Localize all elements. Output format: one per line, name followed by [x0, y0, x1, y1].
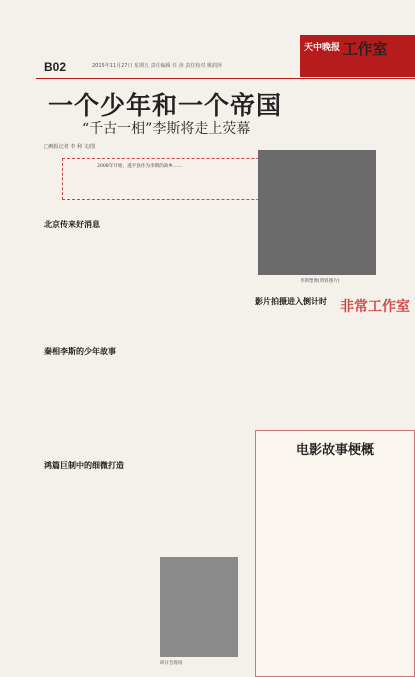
text-col-3 [44, 472, 104, 672]
synopsis-box [255, 430, 415, 677]
section-label: 工作室 [342, 40, 388, 58]
text-col-5 [255, 308, 333, 428]
photo1-caption: 李斯塑像(资料图片) [300, 279, 340, 284]
article-subtitle: “千古一相”李斯将走上荧幕 [82, 121, 251, 137]
lead-text: 2008年开始，遂平县作为李斯的故乡…… [97, 164, 183, 169]
byline: □晚报记者 李 利 文/图 [44, 144, 96, 150]
photo2-caption: 研讨会现场 [160, 661, 183, 666]
text-col-6 [338, 318, 413, 428]
feature-tag: 非常工作室 [340, 299, 410, 315]
synopsis-title: 电影故事梗概 [295, 443, 374, 458]
heading-2: 秦相李斯的少年故事 [44, 347, 116, 356]
heading-4: 影片拍摄进入倒计时 [255, 297, 327, 306]
heading-1: 北京传来好消息 [44, 220, 100, 229]
article-title: 一个少年和一个帝国 [48, 91, 283, 120]
header-rule [36, 78, 415, 79]
heading-3: 鸿篇巨制中的细微打造 [44, 461, 124, 470]
page-number: B02 [44, 60, 67, 74]
masthead [0, 0, 415, 80]
edition-meta: 2015年11月27日 星期五 责任编辑 任 涛 责任校对 姚润萍 [92, 63, 222, 69]
statue-photo [258, 150, 376, 275]
brand-label: 天中晚报 [304, 43, 341, 53]
text-col-2 [44, 358, 104, 453]
text-col-1 [44, 232, 104, 342]
seminar-photo [160, 557, 238, 657]
